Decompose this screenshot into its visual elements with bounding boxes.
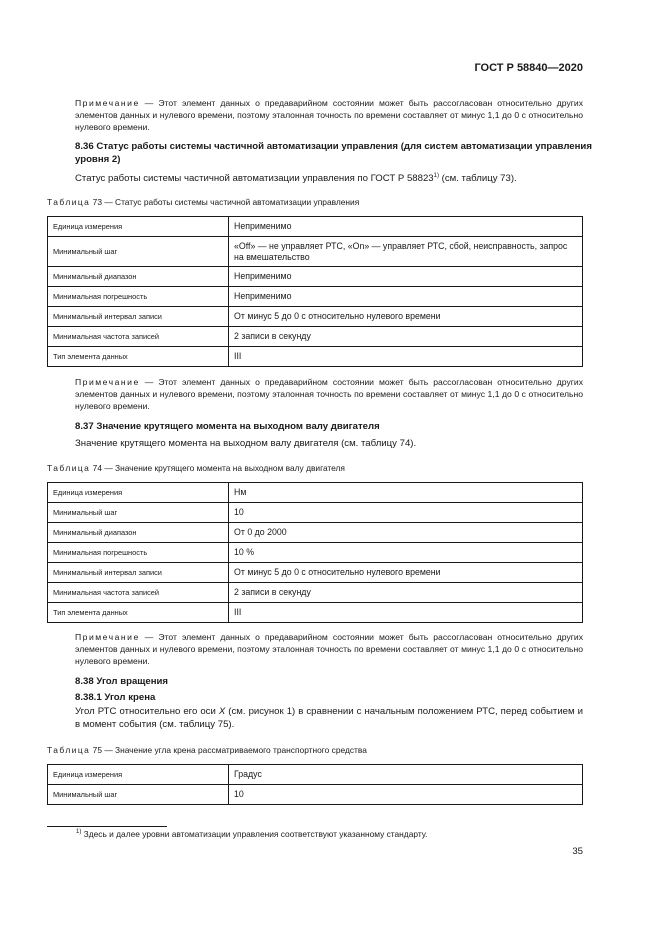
row-key: Минимальная частота записей xyxy=(48,583,229,603)
section-text: Угол РТС относительно его оси xyxy=(75,706,219,717)
row-key: Минимальный шаг xyxy=(48,237,229,267)
row-value: Неприменимо xyxy=(229,287,583,307)
section-text-tail: (см. рисунок 1) в сравнении с начальным положением РТС, перед событием и в момент события (см. таблицу 75). xyxy=(75,706,583,730)
section-heading-8-36: 8.36 Статус работы системы частичной автоматизации управления (для систем автоматизации управления уровня 2) xyxy=(75,141,592,165)
note-text: — Этот элемент данных о предаварийном состоянии может быть рассогласован относительно других элементов данных и нулевого времени, поэтому эталонная точность по времени составляет от минус 1,1 до 0 с относительно нулевого времени. xyxy=(75,98,583,132)
footnote-ref: 1) xyxy=(433,172,439,179)
caption-label: Таблица xyxy=(47,745,91,755)
section-text-8-36 xyxy=(47,172,611,185)
row-key: Минимальная погрешность xyxy=(48,543,229,563)
table-74 xyxy=(47,482,583,623)
table-73-caption xyxy=(47,197,583,208)
row-value: 2 записи в секунду xyxy=(229,327,583,347)
table-row xyxy=(48,543,583,563)
note-label: Примечание xyxy=(75,632,140,642)
table-row xyxy=(48,327,583,347)
row-key: Единица измерения xyxy=(48,483,229,503)
row-value: Неприменимо xyxy=(229,267,583,287)
table-74-caption xyxy=(47,463,583,474)
row-value: 2 записи в секунду xyxy=(229,583,583,603)
section-text-tail: (см. таблицу 73). xyxy=(438,173,517,184)
table-row xyxy=(48,563,583,583)
row-key: Минимальная погрешность xyxy=(48,287,229,307)
table-row xyxy=(48,785,583,805)
footnote-divider xyxy=(47,826,167,827)
note-label: Примечание xyxy=(75,377,140,387)
table-row xyxy=(48,217,583,237)
row-key: Минимальный интервал записи xyxy=(48,563,229,583)
footnote-mark: 1) xyxy=(76,829,82,836)
section-text-8-37: Значение крутящего момента на выходном валу двигателя (см. таблицу 74). xyxy=(75,438,417,449)
note-text: — Этот элемент данных о предаварийном состоянии может быть рассогласован относительно других элементов данных и нулевого времени, поэтому эталонная точность по времени составляет от минус 1,1 до 0 с относительно нулевого времени. xyxy=(75,632,583,666)
caption-text: 75 — Значение угла крена рассматриваемого транспортного средства xyxy=(90,745,367,755)
row-value: «Off» — не управляет РТС, «On» — управляет РТС, сбой, неисправность, запрос на вмешательство xyxy=(229,237,583,267)
table-75-caption xyxy=(47,745,583,756)
row-key: Минимальная частота записей xyxy=(48,327,229,347)
caption-text: 73 — Статус работы системы частичной автоматизации управления xyxy=(90,197,360,207)
note-1 xyxy=(47,97,583,133)
row-value: От минус 5 до 0 с относительно нулевого времени xyxy=(229,563,583,583)
caption-label: Таблица xyxy=(47,197,91,207)
row-value: Градус xyxy=(229,765,583,785)
row-value: От минус 5 до 0 с относительно нулевого времени xyxy=(229,307,583,327)
footnote xyxy=(76,829,427,839)
note-text: — Этот элемент данных о предаварийном состоянии может быть рассогласован относительно других элементов данных и нулевого времени, поэтому эталонная точность по времени составляет от минус 1,1 до 0 с относительно нулевого времени. xyxy=(75,377,583,411)
row-key: Минимальный шаг xyxy=(48,785,229,805)
table-73 xyxy=(47,216,583,367)
row-key: Минимальный шаг xyxy=(48,503,229,523)
page-number: 35 xyxy=(572,846,583,857)
table-row xyxy=(48,603,583,623)
row-key: Тип элемента данных xyxy=(48,347,229,367)
section-text: Статус работы системы частичной автоматизации управления по ГОСТ Р 58823 xyxy=(75,173,434,184)
row-key: Тип элемента данных xyxy=(48,603,229,623)
table-row xyxy=(48,523,583,543)
row-key: Минимальный диапазон xyxy=(48,267,229,287)
caption-text: 74 — Значение крутящего момента на выходном валу двигателя xyxy=(90,463,345,473)
table-row xyxy=(48,237,583,267)
note-label: Примечание xyxy=(75,98,140,108)
row-key: Единица измерения xyxy=(48,765,229,785)
row-value: Неприменимо xyxy=(229,217,583,237)
table-row xyxy=(48,267,583,287)
row-key: Минимальный интервал записи xyxy=(48,307,229,327)
note-3 xyxy=(47,631,583,667)
table-row xyxy=(48,583,583,603)
row-value: III xyxy=(229,603,583,623)
footnote-text: Здесь и далее уровни автоматизации управления соответствуют указанному стандарту. xyxy=(81,829,428,839)
table-row xyxy=(48,503,583,523)
row-key: Единица измерения xyxy=(48,217,229,237)
row-value: 10 xyxy=(229,785,583,805)
section-heading-8-38: 8.38 Угол вращения xyxy=(75,676,169,687)
caption-label: Таблица xyxy=(47,463,91,473)
table-row xyxy=(48,483,583,503)
section-text-8-38-1 xyxy=(47,705,583,731)
row-value: 10 % xyxy=(229,543,583,563)
table-row xyxy=(48,347,583,367)
row-value: 10 xyxy=(229,503,583,523)
axis-label: X xyxy=(218,706,226,717)
table-row xyxy=(48,287,583,307)
table-row xyxy=(48,307,583,327)
table-75 xyxy=(47,764,583,805)
section-heading-8-37: 8.37 Значение крутящего момента на выходном валу двигателя xyxy=(75,421,380,432)
row-key: Минимальный диапазон xyxy=(48,523,229,543)
table-row xyxy=(48,765,583,785)
note-2 xyxy=(47,376,583,412)
row-value: Нм xyxy=(229,483,583,503)
standard-header: ГОСТ Р 58840—2020 xyxy=(474,62,583,74)
subsection-heading-8-38-1: 8.38.1 Угол крена xyxy=(75,692,156,703)
row-value: От 0 до 2000 xyxy=(229,523,583,543)
row-value: III xyxy=(229,347,583,367)
